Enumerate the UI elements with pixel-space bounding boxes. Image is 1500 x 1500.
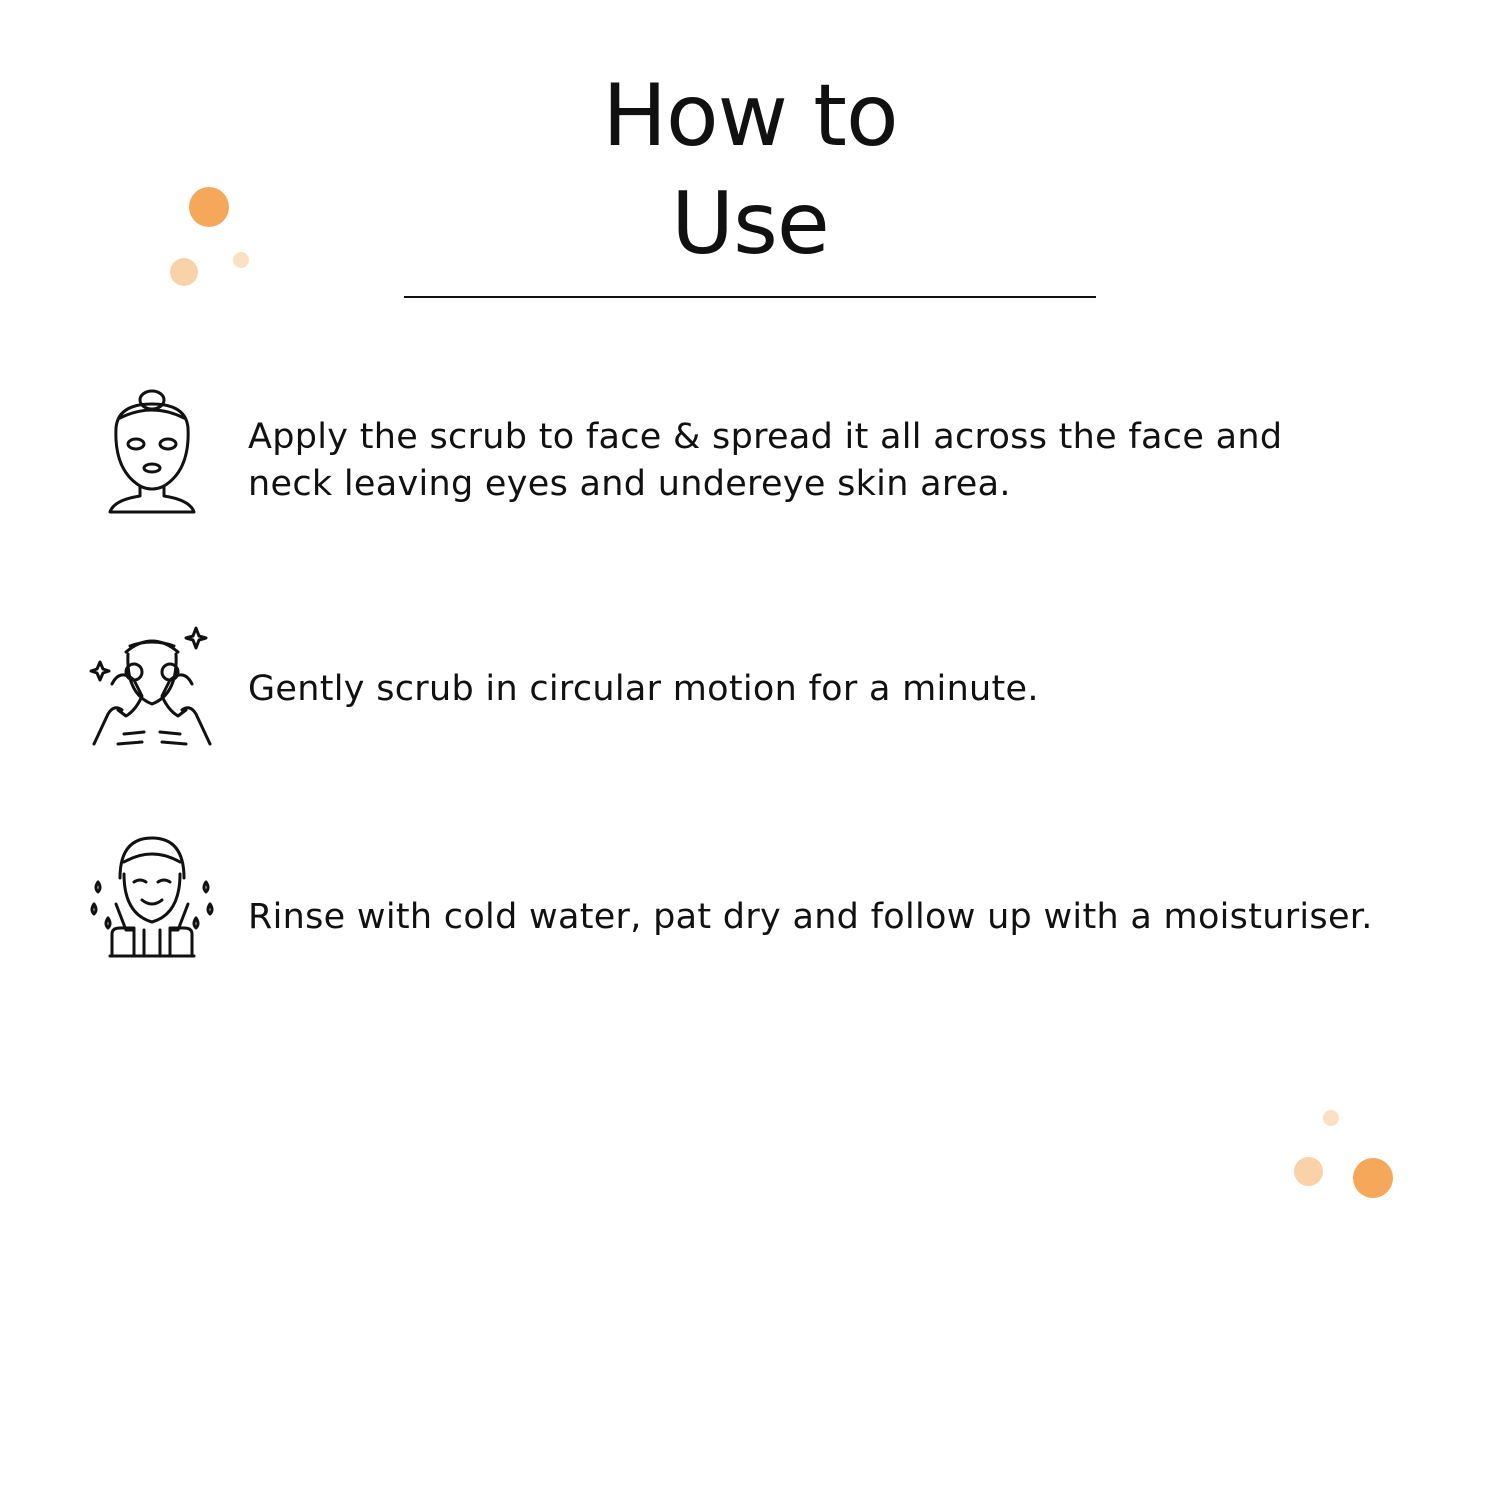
page-title-line1: How to: [602, 66, 898, 166]
face-rinse-icon: [90, 834, 214, 960]
step-3-text: Rinse with cold water, pat dry and follow up with a moisturiser.: [248, 897, 1373, 937]
step-1-text: Apply the scrub to face & spread it all across the face and neck leaving eyes and undereye skin area.: [248, 417, 1283, 504]
decor-dot-medium-bottom: [1294, 1157, 1323, 1186]
face-mask-icon: [90, 388, 210, 518]
decor-dot-large-bottom: [1353, 1158, 1393, 1198]
step-2-text: Gently scrub in circular motion for a minute.: [248, 669, 1039, 709]
page-title: [0, 62, 1500, 278]
decor-dot-small-bottom: [1323, 1110, 1339, 1126]
title-divider: [404, 296, 1096, 298]
page-title-line2: Use: [671, 174, 829, 274]
face-scrub-icon: [90, 624, 214, 748]
